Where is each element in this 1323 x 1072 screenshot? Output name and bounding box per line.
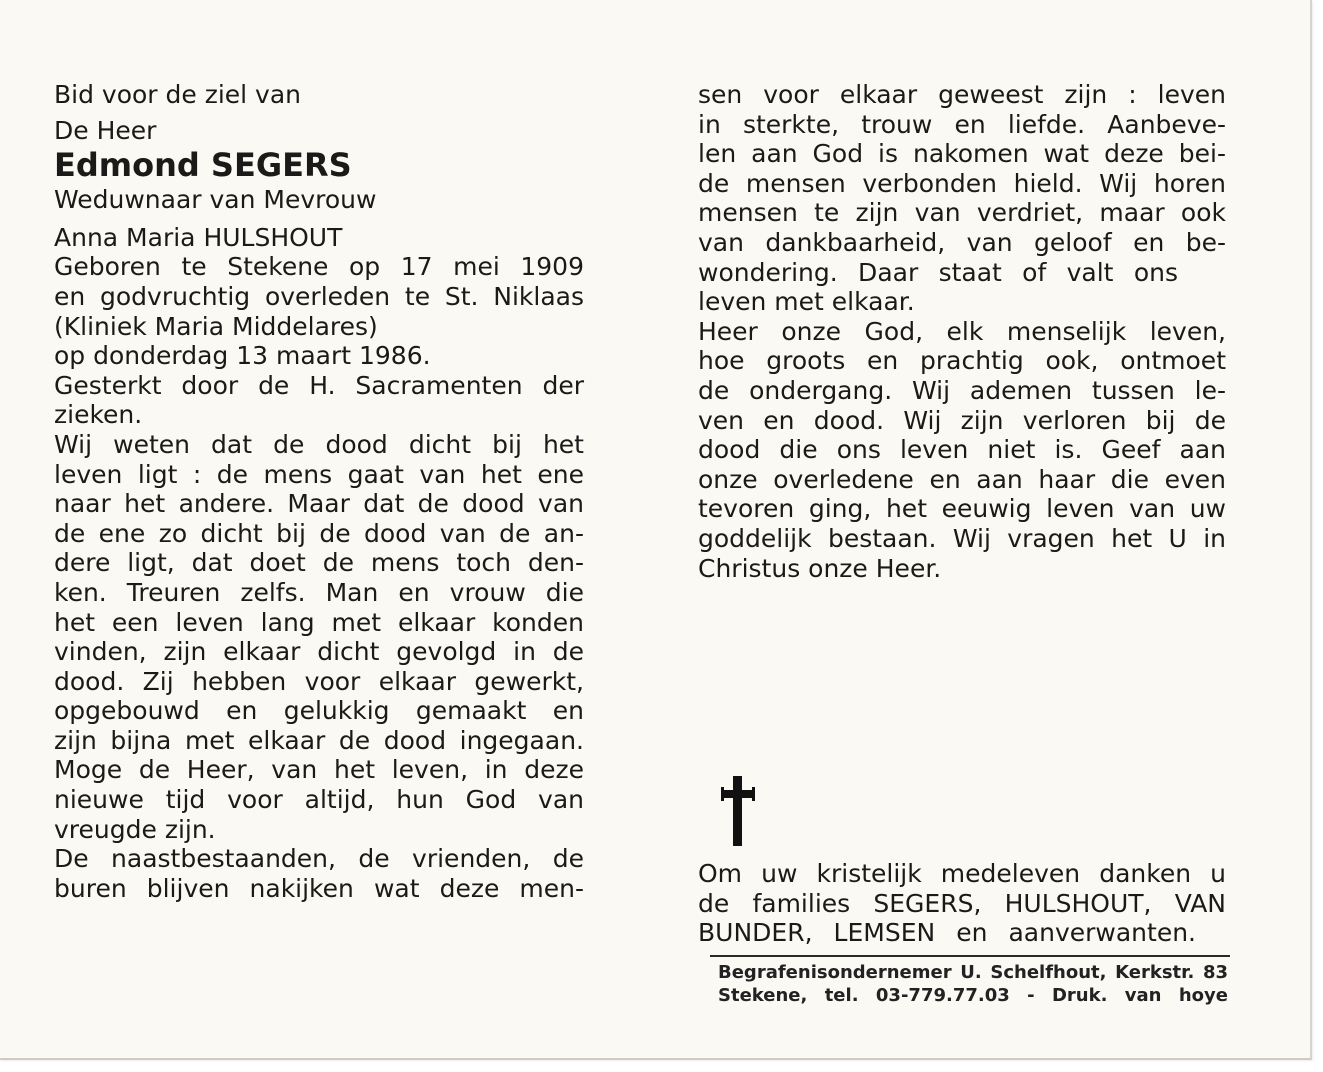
meditation-line: De naastbestaanden, de vrienden, de: [54, 844, 584, 874]
divider-rule: [710, 955, 1230, 957]
right-column: [698, 80, 1226, 583]
meditation-line: naar het andere. Maar dat de dood van: [54, 489, 584, 519]
prayer-right-line: onze overledene en aan haar die even: [698, 464, 1226, 494]
thanks-line: de families SEGERS, HULSHOUT, VAN: [698, 888, 1226, 918]
prayer-right-line: ven en dood. Wij zijn verloren bij de: [698, 405, 1226, 435]
prayer-right-line: goddelijk bestaan. Wij vragen het U in: [698, 523, 1226, 553]
sacraments-text: [54, 371, 584, 430]
meditation-line: in sterkte, trouw en liefde. Aanbeve-: [698, 109, 1226, 139]
deceased-name: Edmond SEGERS: [54, 146, 352, 185]
thanks-line: Om uw kristelijk medeleven danken u: [698, 859, 1226, 888]
meditation-line: vreugde zijn.: [54, 814, 216, 844]
meditation-line: mensen te zijn van verdriet, maar ook: [698, 198, 1226, 228]
thanks-line: BUNDER, LEMSEN en aanverwanten.: [698, 918, 1196, 948]
prayer-intro: [54, 80, 584, 145]
prayer-right-line: hoe groots en prachtig ook, ontmoet: [698, 346, 1226, 376]
birth-death-line: (Kliniek Maria Middelares): [54, 311, 378, 341]
funeral-info: [718, 962, 1228, 1007]
meditation-line: van dankbaarheid, van geloof en be-: [698, 227, 1226, 257]
prayer-right: [698, 317, 1226, 583]
sacraments-line: Gesterkt door de H. Sacramenten der: [54, 370, 584, 400]
meditation-line: dood. Zij hebben voor elkaar gewerkt,: [54, 666, 584, 696]
birth-death-text: [54, 252, 584, 370]
meditation-line: nieuwe tijd voor altijd, hun God van: [54, 785, 584, 815]
meditation-line: het een leven lang met elkaar konden: [54, 607, 584, 637]
meditation-right: [698, 80, 1226, 317]
widower-line: Weduwnaar van Mevrouw: [54, 185, 377, 215]
meditation-line: vinden, zijn elkaar dicht gevolgd in de: [54, 637, 584, 667]
prayer-right-line: Christus onze Heer.: [698, 553, 942, 583]
prayer-line: De Heer: [54, 115, 157, 145]
meditation-line: de ene zo dicht bij de dood van de an-: [54, 518, 584, 548]
meditation-line: len aan God is nakomen wat deze bei-: [698, 139, 1226, 169]
prayer-right-line: de ondergang. Wij ademen tussen le-: [698, 375, 1226, 405]
meditation-line: leven ligt : de mens gaat van het ene: [54, 459, 584, 489]
widower-text: [54, 185, 584, 252]
funeral-director: Begrafenisondernemer U. Schelfhout, Kerkstr. 83: [718, 962, 1228, 983]
birth-death-line: op donderdag 13 maart 1986.: [54, 341, 431, 371]
meditation-line: sen voor elkaar geweest zijn : leven: [698, 80, 1226, 109]
meditation-line: dere ligt, dat doet de mens toch den-: [54, 548, 584, 578]
meditation-line: leven met elkaar.: [698, 287, 915, 317]
meditation-line: Wij weten dat de dood dicht bij het: [54, 429, 584, 459]
contact-line: Stekene, tel. 03-779.77.03 - Druk. van hoye: [718, 984, 1228, 1006]
left-column: [54, 80, 584, 903]
prayer-line: Bid voor de ziel van: [54, 80, 302, 109]
meditation-line: wondering. Daar staat of valt ons: [698, 257, 1178, 287]
meditation-line: buren blijven nakijken wat deze men-: [54, 873, 584, 903]
meditation-line: zijn bijna met elkaar de dood ingegaan.: [54, 725, 584, 755]
birth-death-line: en godvruchtig overleden te St. Niklaas: [54, 281, 584, 311]
thanks-block: [698, 859, 1226, 948]
latin-cross-icon: [718, 776, 760, 846]
sacraments-line: zieken.: [54, 400, 143, 430]
meditation-left: [54, 430, 584, 844]
prayer-right-line: tevoren ging, het eeuwig leven van uw: [698, 494, 1226, 524]
meditation-left-2: [54, 844, 584, 903]
meditation-line: Moge de Heer, van het leven, in deze: [54, 755, 584, 785]
meditation-line: ken. Treuren zelfs. Man en vrouw die: [54, 577, 584, 607]
widower-line: Anna Maria HULSHOUT: [54, 222, 343, 252]
prayer-right-line: dood die ons leven niet is. Geef aan: [698, 435, 1226, 465]
prayer-right-line: Heer onze God, elk menselijk leven,: [698, 316, 1226, 346]
birth-death-line: Geboren te Stekene op 17 mei 1909: [54, 252, 584, 282]
meditation-line: opgebouwd en gelukkig gemaakt en: [54, 696, 584, 726]
meditation-line: de mensen verbonden hield. Wij horen: [698, 168, 1226, 198]
